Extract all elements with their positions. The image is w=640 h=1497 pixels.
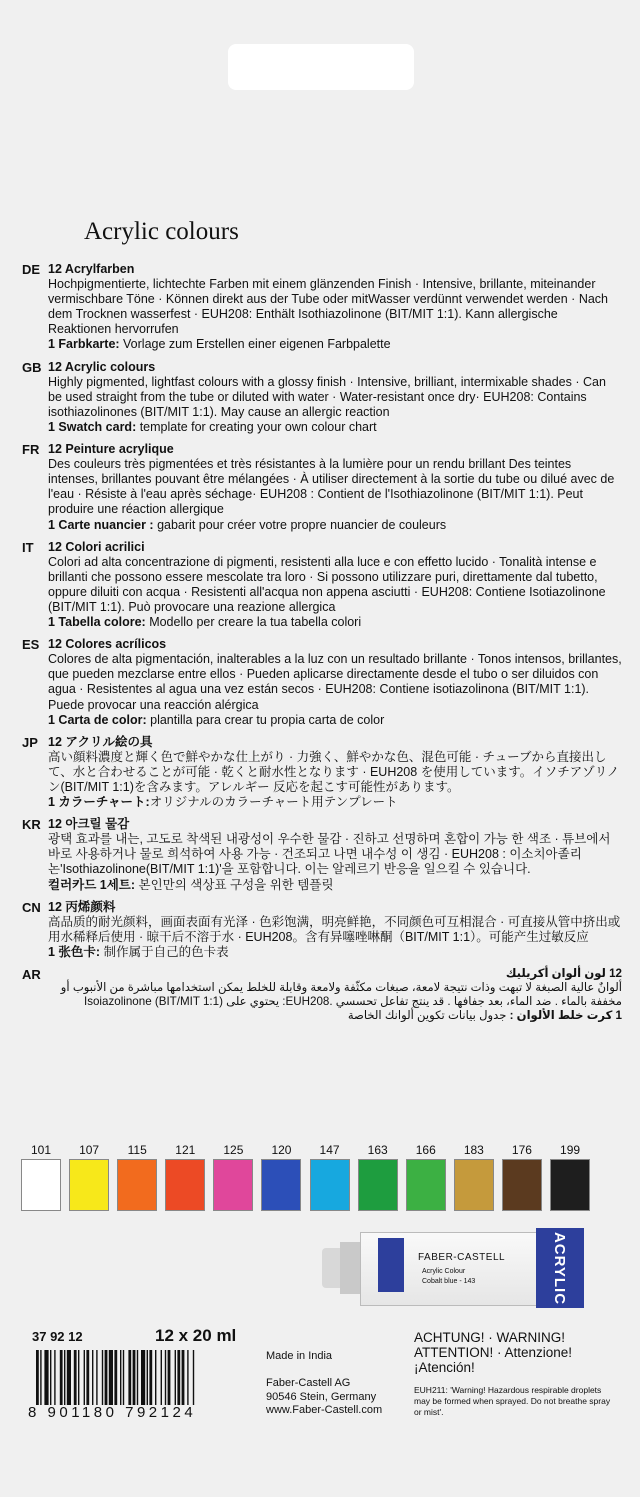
- lang-heading: 12 丙烯颜料: [48, 899, 116, 914]
- card-text: 制作属于自己的色卡表: [100, 944, 229, 959]
- lang-heading: 12 Acrylic colours: [48, 359, 156, 374]
- barcode-bar: [84, 1350, 85, 1405]
- barcode-bar: [102, 1350, 103, 1405]
- lang-card-line: [48, 337, 622, 352]
- barcode: [34, 1350, 246, 1405]
- barcode-bar: [44, 1350, 48, 1405]
- barcode-bar: [60, 1350, 63, 1405]
- lang-code: IT: [22, 539, 34, 555]
- barcode-bar: [92, 1350, 93, 1405]
- lang-card-line: [48, 615, 622, 630]
- lang-heading: 12 Acrylfarben: [48, 262, 135, 276]
- card-text: template for creating your own colour chart: [136, 419, 377, 434]
- lang-code: DE: [22, 262, 41, 277]
- lang-body: [48, 442, 622, 533]
- euh211-text: EUH211: 'Warning! Hazardous respirable droplets may be formed when sprayed. Do not breathe spray or mist'.: [414, 1385, 611, 1417]
- lang-text: Colori ad alta concentrazione di pigmenti, resistenti alla luce e con effetto lucido · Tonalità intense e brillanti che possono essere mescolate tra loro · Si possono utilizzare puri, direttamente dal tubetto, oppure diluiti con acqua · Resistenti all'acqua non appena asciutti · EUH208: Contiene Isotiazolinone (BIT/MIT 1:1). Può provocare una reazione allergica: [48, 554, 606, 614]
- card-text: 본인만의 색상표 구성을 위한 템플릿: [135, 877, 334, 892]
- card-label: 1 カラーチャート:: [48, 795, 150, 810]
- barcode-bar: [168, 1350, 171, 1405]
- barcode-bar: [149, 1350, 152, 1405]
- card-label: 1 Farbkarte:: [48, 337, 120, 352]
- swatch-125: [213, 1143, 253, 1211]
- lang-heading: 12 アクリル絵の具: [48, 734, 153, 749]
- swatch-chip: [358, 1159, 398, 1211]
- lang-text: Highly pigmented, lightfast colours with a glossy finish · Intensive, brilliant, intermixable shades · Can be used straight from the tube or diluted with water · Water-resistant once dry· EUH208: Contains isothiazolinones (BIT/MIT 1:1). May cause an allergic reaction: [48, 374, 606, 419]
- lang-code: AR: [22, 967, 41, 983]
- swatch-number: 120: [271, 1143, 292, 1157]
- swatch-107: [69, 1143, 109, 1211]
- barcode-bar: [137, 1350, 138, 1405]
- card-label: 1 Carte nuancier :: [48, 517, 154, 532]
- colour-swatches: [21, 1143, 598, 1211]
- swatch-163: [358, 1143, 398, 1211]
- barcode-bar: [40, 1350, 41, 1405]
- lang-card-line: [48, 420, 622, 435]
- swatch-number: 183: [463, 1143, 484, 1157]
- swatch-number: 166: [415, 1143, 436, 1157]
- swatch-176: [502, 1143, 542, 1211]
- card-label: 1 Swatch card:: [48, 419, 137, 434]
- swatch-number: 147: [319, 1143, 340, 1157]
- barcode-bar: [105, 1350, 108, 1405]
- lang-text: Des couleurs très pigmentées et très résistantes à la lumière pour un rendu brillant Des teintes intenses, brillantes pouvant être mélangées · À utiliser directement à la sortie du tube ou dilué avec de l'eau · Résiste à l'eau après séchage· EUH208 : Contient de l'Isothiazolinone (BIT/MIT 1:1). Peut produire une réaction allergique: [48, 457, 615, 517]
- lang-section-kr: [22, 817, 622, 892]
- page-title: Acrylic colours: [84, 218, 239, 245]
- product-code: 37 92 12: [32, 1329, 83, 1344]
- lang-section-fr: [22, 442, 622, 533]
- swatch-number: 107: [79, 1143, 100, 1157]
- swatch-chip: [21, 1159, 61, 1211]
- paint-tube-image: [322, 1228, 586, 1308]
- swatch-120: [261, 1143, 301, 1211]
- lang-body: [48, 817, 622, 892]
- lang-body: [48, 360, 622, 435]
- swatch-number: 101: [30, 1143, 52, 1157]
- barcode-bar: [147, 1350, 148, 1405]
- tube-band-text: ACRYLIC: [551, 1231, 569, 1305]
- lang-section-jp: [22, 735, 622, 810]
- lang-code: CN: [22, 899, 41, 915]
- tube-band: [536, 1228, 584, 1308]
- lang-card-line: [48, 1009, 622, 1023]
- swatch-101: [21, 1143, 61, 1211]
- manufacturer-line: www.Faber-Castell.com: [266, 1404, 383, 1416]
- lang-body: [48, 735, 622, 810]
- manufacturer-info: [266, 1350, 382, 1418]
- barcode-bar: [161, 1350, 162, 1405]
- lang-heading: 12 Peinture acrylique: [48, 442, 174, 457]
- lang-body: [48, 900, 622, 960]
- card-label: 1 Carta de color:: [48, 712, 147, 727]
- lang-section-gb: [22, 360, 622, 435]
- swatch-chip: [261, 1159, 301, 1211]
- lang-card-line: [48, 878, 622, 893]
- swatch-chip: [502, 1159, 542, 1211]
- manufacturer-line: 90546 Stein, Germany: [266, 1390, 377, 1403]
- barcode-bar: [133, 1350, 136, 1405]
- lang-text: 광택 효과를 내는, 고도로 착색된 내광성이 우수한 물감 · 진하고 선명하며 혼합이 가능 한 색조 · 튜브에서 바로 사용하거나 물로 희석하여 사용 가능 · 건조되고 나면 내수성 이 생김 · EUH208 : 이소치아졸리논'Isothiazolinone(BIT/MIT 1:1)'을 포함합니다. 이는 알레르기 반응을 일으킬 수 있습니다.: [48, 832, 611, 877]
- lang-body: [48, 540, 622, 631]
- barcode-bar: [187, 1350, 188, 1405]
- lang-heading: 12 Colores acrílicos: [48, 637, 167, 652]
- tube-colour-label: [378, 1238, 404, 1292]
- barcode-bar: [50, 1350, 51, 1405]
- card-text: オリジナルのカラーチャート用テンプレート: [149, 795, 398, 810]
- lang-text: Hochpigmentierte, lichtechte Farben mit einem glänzenden Finish · Intensive, brillante, miteinander vermischbare Töne · Können direkt aus der Tube oder mitWasser verdünnt verwendet werden · Nach dem Trocknen wasserfest · EUH208: Enthält Isothiazolinone (BIT/MIT 1:1). Kann allergische Reaktionen hervorrufen: [48, 277, 608, 337]
- pack-size: 12 x 20 ml: [155, 1326, 237, 1345]
- lang-card-line: [48, 945, 622, 960]
- swatch-chip: [310, 1159, 350, 1211]
- swatch-chip: [406, 1159, 446, 1211]
- barcode-bar: [141, 1350, 145, 1405]
- barcode-bar: [96, 1350, 97, 1405]
- swatch-number: 199: [560, 1143, 581, 1157]
- lang-heading: 12 لون ألوان أكريليك: [505, 967, 622, 981]
- lang-code: JP: [22, 734, 38, 750]
- barcode-bar: [120, 1350, 121, 1405]
- lang-text: 高品质的耐光颜料，画面表面有光泽 · 色彩饱满，明亮鲜艳，不同颜色可互相混合 · 可直接从管中挤出或用水稀释后使用 · 晾干后不溶于水 · EUH208。含有异噻唑啉酮（BIT/MIT 1:1）。可能产生过敏反应: [48, 914, 621, 944]
- swatch-166: [406, 1143, 446, 1211]
- lang-card-line: [48, 518, 622, 533]
- tube-line1: Acrylic Colour: [422, 1268, 466, 1275]
- tube-neck: [340, 1242, 362, 1294]
- barcode-bar: [193, 1350, 194, 1405]
- barcode-bar: [155, 1350, 156, 1405]
- lang-heading: 12 Colori acrilici: [48, 539, 145, 554]
- card-label: 1 张色卡:: [48, 944, 101, 959]
- swatch-number: 115: [127, 1143, 147, 1157]
- swatch-183: [454, 1143, 494, 1211]
- card-text: Modello per creare la tua tabella colori: [145, 615, 362, 630]
- lang-heading: 12 아크릴 물감: [48, 817, 130, 832]
- swatch-chip: [550, 1159, 590, 1211]
- swatch-chip: [165, 1159, 205, 1211]
- lang-body: [48, 262, 622, 353]
- swatch-number: 163: [367, 1143, 388, 1157]
- barcode-bar: [74, 1350, 77, 1405]
- barcode-bar: [114, 1350, 117, 1405]
- barcode-bar: [165, 1350, 166, 1405]
- swatch-number: 121: [175, 1143, 196, 1157]
- barcode-bar: [182, 1350, 185, 1405]
- tube-cap: [322, 1248, 342, 1288]
- lang-code: ES: [22, 637, 40, 653]
- lang-section-de: [22, 262, 622, 353]
- lang-body: [48, 967, 622, 1023]
- swatch-chip: [69, 1159, 109, 1211]
- barcode-bar: [64, 1350, 65, 1405]
- manufacturer-line: Faber-Castell AG: [266, 1377, 351, 1389]
- barcode-bar: [67, 1350, 71, 1405]
- lang-section-it: [22, 540, 622, 631]
- swatch-115: [117, 1143, 157, 1211]
- card-text: plantilla para crear tu propia carta de color: [146, 712, 385, 727]
- manufacturer-line: [266, 1364, 382, 1378]
- barcode-bar: [36, 1350, 39, 1405]
- barcode-bar: [86, 1350, 89, 1405]
- barcode-bar: [177, 1350, 180, 1405]
- card-text: gabarit pour créer votre propre nuancier de couleurs: [153, 517, 447, 532]
- card-text: جدول بيانات تكوين ألوانك الخاصة: [347, 1009, 510, 1023]
- barcode-bar: [128, 1350, 131, 1405]
- hang-tab: [228, 44, 414, 90]
- lang-code: GB: [22, 359, 42, 375]
- lang-body: [48, 637, 622, 728]
- swatch-chip: [213, 1159, 253, 1211]
- barcode-bar: [109, 1350, 113, 1405]
- lang-code: FR: [22, 442, 40, 458]
- lang-text: Colores de alta pigmentación, inalterables a la luz con un resultado brillante · Tonos intensos, brillantes, que pueden mezclarse entre ellos · Pueden aplicarse directamente desde el tubo o ser diluidos con agua · Resistentes al agua una vez están secos · EUH208: Contiene isotiazolinona (BIT/MIT 1:1). Puede provocar una reacción alérgica: [48, 652, 622, 712]
- swatch-number: 125: [223, 1143, 244, 1157]
- card-label: 컬러카드 1세트:: [48, 877, 136, 892]
- barcode-bar: [175, 1350, 176, 1405]
- manufacturer-line: Made in India: [266, 1350, 333, 1362]
- barcode-bar: [78, 1350, 79, 1405]
- barcode-bar: [123, 1350, 124, 1405]
- lang-card-line: [48, 795, 622, 810]
- card-text: Vorlage zum Erstellen einer eigenen Farbpalette: [119, 337, 391, 352]
- barcode-digits: 8 901180 792124: [28, 1404, 197, 1421]
- card-label: 1 كرت خلط الألوان :: [509, 1009, 622, 1023]
- lang-section-ar: [22, 967, 622, 1023]
- card-label: 1 Tabella colore:: [48, 615, 146, 630]
- lang-card-line: [48, 713, 622, 728]
- swatch-121: [165, 1143, 205, 1211]
- tube-line2: Cobalt blue - 143: [422, 1278, 476, 1285]
- swatch-147: [310, 1143, 350, 1211]
- swatch-number: 176: [511, 1143, 532, 1157]
- lang-text: ألوانٌ عالية الصبغة لا تبهت وذات نتيجة لامعة، صبغات مكثّفة ولامعة وقابلة للخلط يمكن استخدامها مباشرة من الأنبوب أو مخففة بالماء . ضد الماء، بعد جفافها . قد ينتج تفاعل تحسسي .EUH208: يحتوي على Isoiazolinone (BIT/MIT 1:1): [60, 981, 622, 1009]
- lang-section-cn: [22, 900, 622, 960]
- swatch-chip: [454, 1159, 494, 1211]
- lang-section-es: [22, 637, 622, 728]
- tube-brand: FABER-CASTELL: [418, 1252, 506, 1263]
- lang-code: KR: [22, 817, 41, 833]
- language-sections: [22, 262, 622, 1030]
- swatch-199: [550, 1143, 590, 1211]
- swatch-chip: [117, 1159, 157, 1211]
- warning-heading: ACHTUNG! · WARNING! ATTENTION! · Attenzione! ¡Atención!: [414, 1330, 573, 1375]
- lang-text: 高い顔料濃度と輝く色で鮮やかな仕上がり · 力強く、鮮やかな色、混色可能 · チューブから直接出して、水と合わせることが可能 · 乾くと耐水性となります · EUH208 を使用しています。イソチアゾリノン(BIT/MIT 1:1)を含みます。アレルギー 反応を起こす可能性があります。: [48, 749, 620, 794]
- barcode-bar: [54, 1350, 55, 1405]
